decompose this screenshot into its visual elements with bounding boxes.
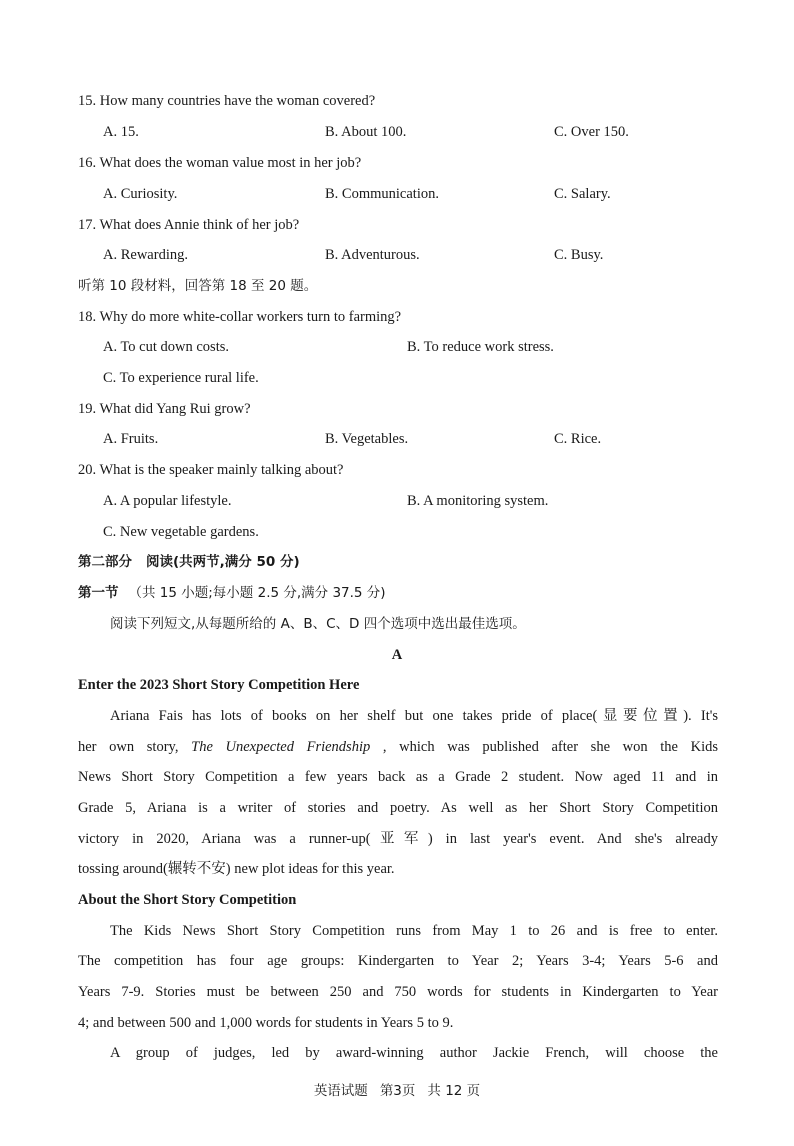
paragraph-1-line-4: Grade 5, Ariana is a writer of stories and poetry. As well as her Short Story Competition: [78, 800, 718, 816]
section-one-title: 第一节: [78, 585, 119, 601]
footer-total-pages: 共 12 页: [427, 1083, 481, 1099]
paragraph-2-line-2: The competition has four age groups: Kindergarten to Year 2; Years 3-4; Years 5-6 and: [78, 953, 718, 969]
question-19-option-b: B. Vegetables.: [325, 431, 409, 447]
footer-subject: 英语试题: [313, 1083, 368, 1099]
question-17-stem: 17. What does Annie think of her job?: [78, 217, 300, 233]
paragraph-1-line-2-start: her own story,: [78, 739, 179, 755]
paragraph-1-line-3: News Short Story Competition a few years back as a Grade 2 student. Now aged 11 and in: [78, 769, 718, 785]
question-16-option-b: B. Communication.: [325, 186, 439, 202]
reading-instruction: 阅读下列短文,从每题所给的 A、B、C、D 四个选项中选出最佳选项。: [110, 616, 526, 632]
question-19-stem: 19. What did Yang Rui grow?: [78, 401, 251, 417]
question-18-stem: 18. Why do more white-collar workers turn to farming?: [78, 309, 402, 325]
question-16-option-c: C. Salary.: [554, 186, 611, 202]
footer-page-number: 第3页: [379, 1083, 416, 1099]
paragraph-1-line-1: Ariana Fais has lots of books on her shelf but one takes pride of place(显要位置). It's: [110, 708, 718, 724]
question-18-option-c: C. To experience rural life.: [103, 370, 259, 386]
question-20-stem: 20. What is the speaker mainly talking about?: [78, 462, 344, 478]
question-15-option-a: A. 15.: [103, 124, 139, 140]
section-one-heading: [78, 584, 386, 602]
part-two-description: 阅读(共两节,满分 50 分): [146, 554, 300, 570]
question-17-option-a: A. Rewarding.: [103, 247, 188, 263]
paragraph-2-line-4: 4; and between 500 and 1,000 words for students in Years 5 to 9.: [78, 1015, 454, 1031]
paragraph-1-line-2: [78, 738, 718, 756]
question-17-option-b: B. Adventurous.: [325, 247, 420, 263]
competition-subheading: About the Short Story Competition: [78, 892, 297, 908]
question-15-stem: 15. How many countries have the woman covered?: [78, 93, 376, 109]
question-20-option-a: A. A popular lifestyle.: [103, 493, 232, 509]
page-footer: [0, 1082, 794, 1100]
story-title: The Unexpected Friendship: [191, 739, 371, 755]
question-20-option-c: C. New vegetable gardens.: [103, 524, 259, 540]
question-19-option-c: C. Rice.: [554, 431, 602, 447]
article-heading: Enter the 2023 Short Story Competition Here: [78, 677, 360, 693]
paragraph-2-line-1: The Kids News Short Story Competition runs from May 1 to 26 and is free to enter.: [110, 923, 718, 939]
listening-instruction: 听第 10 段材料，回答第 18 至 20 题。: [78, 278, 318, 294]
question-16-stem: 16. What does the woman value most in her job?: [78, 155, 362, 171]
paragraph-1-line-6: tossing around(辗转不安) new plot ideas for this year.: [78, 861, 395, 877]
part-two-heading: [78, 553, 300, 571]
paragraph-2-line-3: Years 7-9. Stories must be between 250 and 750 words for students in Kindergarten to Year: [78, 984, 718, 1000]
section-one-description: （共 15 小题;每小题 2.5 分,满分 37.5 分): [128, 585, 386, 601]
question-17-option-c: C. Busy.: [554, 247, 604, 263]
question-20-option-b: B. A monitoring system.: [407, 493, 549, 509]
question-15-option-b: B. About 100.: [325, 124, 407, 140]
question-15-option-c: C. Over 150.: [554, 124, 629, 140]
part-two-title: 第二部分: [78, 554, 132, 570]
question-16-option-a: A. Curiosity.: [103, 186, 178, 202]
passage-label: A: [391, 647, 403, 663]
question-19-option-a: A. Fruits.: [103, 431, 159, 447]
paragraph-3-line-1: A group of judges, led by award-winning author Jackie French, will choose the: [110, 1045, 718, 1061]
paragraph-1-line-2-end: , which was published after she won the Kids: [382, 739, 719, 755]
question-18-option-b: B. To reduce work stress.: [407, 339, 554, 355]
question-18-option-a: A. To cut down costs.: [103, 339, 229, 355]
paragraph-1-line-5: victory in 2020, Ariana was a runner-up(亚军) in last year's event. And she's already: [78, 831, 718, 847]
